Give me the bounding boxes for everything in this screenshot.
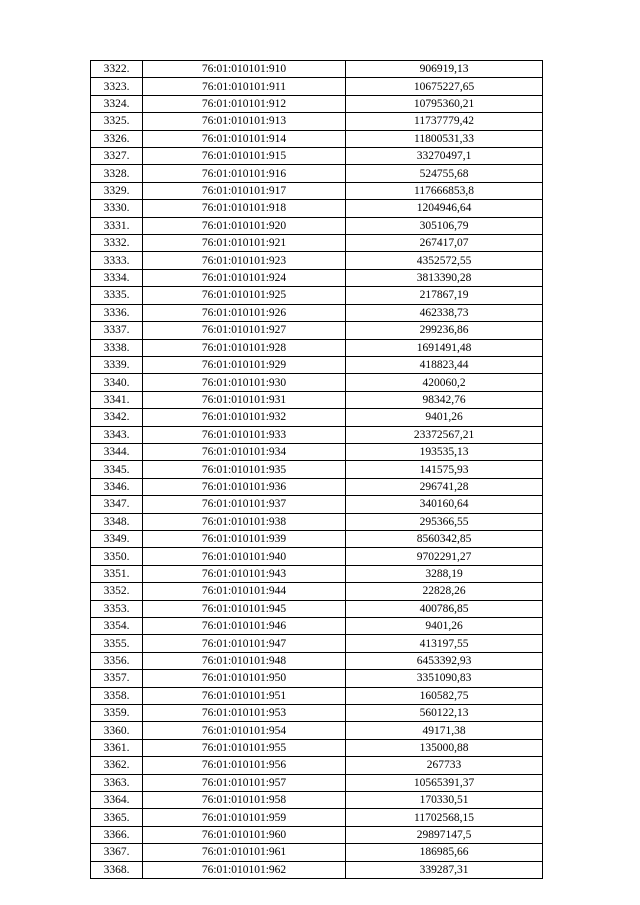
cadastral-number-cell: 76:01:010101:939 [143,530,346,547]
table-row [91,409,543,426]
cadastral-number-cell: 76:01:010101:944 [143,583,346,600]
cadastral-number-cell: 76:01:010101:945 [143,600,346,617]
value-cell: 193535,13 [346,443,543,460]
cadastral-number-cell: 76:01:010101:933 [143,426,346,443]
row-number-cell: 3363. [91,774,143,791]
value-cell: 1204946,64 [346,200,543,217]
table-row [91,652,543,669]
cadastral-number-cell: 76:01:010101:958 [143,792,346,809]
cadastral-number-cell: 76:01:010101:918 [143,200,346,217]
cadastral-number-cell: 76:01:010101:924 [143,269,346,286]
table-row [91,252,543,269]
value-cell: 3351090,83 [346,670,543,687]
cadastral-number-cell: 76:01:010101:912 [143,95,346,112]
value-cell: 170330,51 [346,792,543,809]
value-cell: 340160,64 [346,496,543,513]
table-row [91,687,543,704]
table-row [91,356,543,373]
value-cell: 98342,76 [346,391,543,408]
value-cell: 305106,79 [346,217,543,234]
value-cell: 420060,2 [346,374,543,391]
row-number-cell: 3354. [91,618,143,635]
row-number-cell: 3331. [91,217,143,234]
row-number-cell: 3339. [91,356,143,373]
table-row [91,861,543,878]
row-number-cell: 3367. [91,844,143,861]
cadastral-number-cell: 76:01:010101:930 [143,374,346,391]
row-number-cell: 3345. [91,461,143,478]
row-number-cell: 3342. [91,409,143,426]
table-row [91,618,543,635]
row-number-cell: 3351. [91,565,143,582]
row-number-cell: 3349. [91,530,143,547]
row-number-cell: 3358. [91,687,143,704]
value-cell: 1691491,48 [346,339,543,356]
table-row [91,182,543,199]
cadastral-number-cell: 76:01:010101:921 [143,235,346,252]
cadastral-table-body [91,61,543,879]
value-cell: 217867,19 [346,287,543,304]
value-cell: 49171,38 [346,722,543,739]
table-row [91,757,543,774]
cadastral-number-cell: 76:01:010101:951 [143,687,346,704]
cadastral-number-cell: 76:01:010101:914 [143,130,346,147]
row-number-cell: 3336. [91,304,143,321]
table-row [91,548,543,565]
table-row [91,130,543,147]
row-number-cell: 3366. [91,826,143,843]
row-number-cell: 3325. [91,113,143,130]
table-row [91,443,543,460]
value-cell: 22828,26 [346,583,543,600]
cadastral-number-cell: 76:01:010101:929 [143,356,346,373]
table-row [91,705,543,722]
row-number-cell: 3357. [91,670,143,687]
cadastral-number-cell: 76:01:010101:911 [143,78,346,95]
row-number-cell: 3322. [91,61,143,78]
table-row [91,792,543,809]
value-cell: 413197,55 [346,635,543,652]
table-row [91,600,543,617]
table-row [91,583,543,600]
value-cell: 267417,07 [346,235,543,252]
row-number-cell: 3368. [91,861,143,878]
row-number-cell: 3361. [91,739,143,756]
table-row [91,217,543,234]
cadastral-number-cell: 76:01:010101:953 [143,705,346,722]
row-number-cell: 3348. [91,513,143,530]
row-number-cell: 3362. [91,757,143,774]
cadastral-number-cell: 76:01:010101:961 [143,844,346,861]
row-number-cell: 3337. [91,322,143,339]
row-number-cell: 3343. [91,426,143,443]
row-number-cell: 3344. [91,443,143,460]
row-number-cell: 3326. [91,130,143,147]
cadastral-number-cell: 76:01:010101:926 [143,304,346,321]
row-number-cell: 3359. [91,705,143,722]
cadastral-number-cell: 76:01:010101:910 [143,61,346,78]
row-number-cell: 3352. [91,583,143,600]
row-number-cell: 3335. [91,287,143,304]
cadastral-number-cell: 76:01:010101:928 [143,339,346,356]
row-number-cell: 3330. [91,200,143,217]
cadastral-number-cell: 76:01:010101:950 [143,670,346,687]
cadastral-number-cell: 76:01:010101:962 [143,861,346,878]
table-row [91,78,543,95]
cadastral-number-cell: 76:01:010101:937 [143,496,346,513]
row-number-cell: 3365. [91,809,143,826]
value-cell: 267733 [346,757,543,774]
value-cell: 33270497,1 [346,148,543,165]
table-row [91,339,543,356]
table-row [91,809,543,826]
value-cell: 400786,85 [346,600,543,617]
cadastral-number-cell: 76:01:010101:927 [143,322,346,339]
row-number-cell: 3332. [91,235,143,252]
row-number-cell: 3360. [91,722,143,739]
cadastral-number-cell: 76:01:010101:957 [143,774,346,791]
row-number-cell: 3356. [91,652,143,669]
table-row [91,287,543,304]
cadastral-number-cell: 76:01:010101:946 [143,618,346,635]
table-row [91,530,543,547]
cadastral-number-cell: 76:01:010101:920 [143,217,346,234]
cadastral-number-cell: 76:01:010101:916 [143,165,346,182]
cadastral-number-cell: 76:01:010101:954 [143,722,346,739]
cadastral-number-cell: 76:01:010101:947 [143,635,346,652]
table-row [91,322,543,339]
table-row [91,635,543,652]
table-row [91,61,543,78]
cadastral-number-cell: 76:01:010101:943 [143,565,346,582]
row-number-cell: 3350. [91,548,143,565]
value-cell: 296741,28 [346,478,543,495]
table-row [91,461,543,478]
value-cell: 9702291,27 [346,548,543,565]
table-row [91,670,543,687]
row-number-cell: 3328. [91,165,143,182]
table-row [91,374,543,391]
row-number-cell: 3324. [91,95,143,112]
table-row [91,774,543,791]
value-cell: 141575,93 [346,461,543,478]
row-number-cell: 3341. [91,391,143,408]
value-cell: 29897147,5 [346,826,543,843]
cadastral-number-cell: 76:01:010101:934 [143,443,346,460]
cadastral-number-cell: 76:01:010101:960 [143,826,346,843]
cadastral-number-cell: 76:01:010101:915 [143,148,346,165]
cadastral-number-cell: 76:01:010101:959 [143,809,346,826]
value-cell: 4352572,55 [346,252,543,269]
table-row [91,565,543,582]
table-row [91,165,543,182]
value-cell: 135000,88 [346,739,543,756]
table-row [91,304,543,321]
row-number-cell: 3340. [91,374,143,391]
row-number-cell: 3327. [91,148,143,165]
value-cell: 339287,31 [346,861,543,878]
cadastral-number-cell: 76:01:010101:925 [143,287,346,304]
cadastral-number-cell: 76:01:010101:948 [143,652,346,669]
cadastral-number-cell: 76:01:010101:923 [143,252,346,269]
table-row [91,235,543,252]
cadastral-number-cell: 76:01:010101:917 [143,182,346,199]
value-cell: 3813390,28 [346,269,543,286]
table-row [91,148,543,165]
table-row [91,826,543,843]
value-cell: 186985,66 [346,844,543,861]
row-number-cell: 3334. [91,269,143,286]
value-cell: 10795360,21 [346,95,543,112]
row-number-cell: 3347. [91,496,143,513]
table-row [91,496,543,513]
value-cell: 462338,73 [346,304,543,321]
table-row [91,113,543,130]
table-row [91,95,543,112]
cadastral-number-cell: 76:01:010101:913 [143,113,346,130]
value-cell: 6453392,93 [346,652,543,669]
row-number-cell: 3323. [91,78,143,95]
value-cell: 295366,55 [346,513,543,530]
cadastral-table [90,60,543,879]
table-row [91,478,543,495]
cadastral-number-cell: 76:01:010101:956 [143,757,346,774]
table-row [91,844,543,861]
table-row [91,513,543,530]
value-cell: 9401,26 [346,409,543,426]
value-cell: 11702568,15 [346,809,543,826]
row-number-cell: 3353. [91,600,143,617]
value-cell: 11737779,42 [346,113,543,130]
cadastral-number-cell: 76:01:010101:935 [143,461,346,478]
value-cell: 9401,26 [346,618,543,635]
cadastral-number-cell: 76:01:010101:936 [143,478,346,495]
row-number-cell: 3364. [91,792,143,809]
cadastral-number-cell: 76:01:010101:938 [143,513,346,530]
row-number-cell: 3333. [91,252,143,269]
value-cell: 117666853,8 [346,182,543,199]
value-cell: 560122,13 [346,705,543,722]
cadastral-number-cell: 76:01:010101:955 [143,739,346,756]
row-number-cell: 3338. [91,339,143,356]
value-cell: 160582,75 [346,687,543,704]
value-cell: 3288,19 [346,565,543,582]
value-cell: 23372567,21 [346,426,543,443]
value-cell: 524755,68 [346,165,543,182]
value-cell: 299236,86 [346,322,543,339]
cadastral-number-cell: 76:01:010101:931 [143,391,346,408]
table-row [91,391,543,408]
value-cell: 10565391,37 [346,774,543,791]
row-number-cell: 3329. [91,182,143,199]
table-row [91,426,543,443]
row-number-cell: 3346. [91,478,143,495]
value-cell: 11800531,33 [346,130,543,147]
table-row [91,200,543,217]
value-cell: 418823,44 [346,356,543,373]
row-number-cell: 3355. [91,635,143,652]
value-cell: 8560342,85 [346,530,543,547]
cadastral-number-cell: 76:01:010101:940 [143,548,346,565]
table-row [91,739,543,756]
table-row [91,269,543,286]
cadastral-number-cell: 76:01:010101:932 [143,409,346,426]
table-row [91,722,543,739]
value-cell: 906919,13 [346,61,543,78]
value-cell: 10675227,65 [346,78,543,95]
